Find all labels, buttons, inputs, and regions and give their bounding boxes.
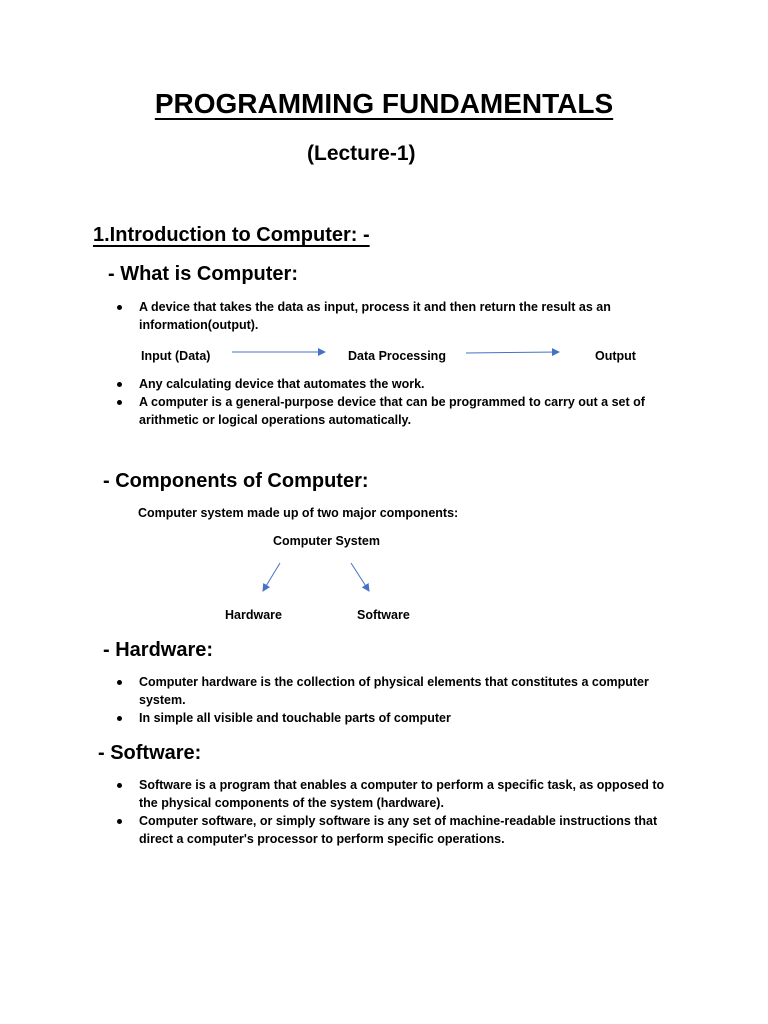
section-heading-introduction: 1.Introduction to Computer: - — [93, 224, 370, 246]
list-item: A computer is a general-purpose device that can be programmed to carry out a set of arithmetic or logical operations automatically. — [110, 393, 670, 429]
list-item: Any calculating device that automates the work. — [110, 375, 670, 393]
list-item: A device that takes the data as input, process it and then return the result as an information(output). — [110, 298, 670, 334]
tree-leaf-hardware: Hardware — [225, 608, 282, 622]
heading-software: - Software: — [98, 742, 202, 764]
lecture-subtitle: (Lecture-1) — [307, 142, 416, 165]
heading-components: - Components of Computer: — [103, 470, 369, 492]
list-item: In simple all visible and touchable parts of computer — [110, 709, 670, 727]
components-intro: Computer system made up of two major components: — [138, 506, 459, 520]
flow-output-label: Output — [595, 349, 636, 363]
tree-arrow-left — [263, 563, 280, 591]
page-title: PROGRAMMING FUNDAMENTALS — [154, 88, 614, 119]
tree-root-computer-system: Computer System — [273, 534, 380, 548]
flow-process-label: Data Processing — [348, 349, 446, 363]
tree-leaf-software: Software — [357, 608, 410, 622]
heading-hardware: - Hardware: — [103, 639, 214, 661]
list-item: Computer software, or simply software is any set of machine-readable instructions that direct a computer's processor to perform specific operations. — [110, 812, 670, 848]
heading-what-is-computer: - What is Computer: — [108, 263, 298, 285]
flow-arrow-2 — [466, 352, 559, 353]
list-item: Software is a program that enables a computer to perform a specific task, as opposed to the physical components of the system (hardware). — [110, 776, 670, 812]
list-item: Computer hardware is the collection of physical elements that constitutes a computer system. — [110, 673, 670, 709]
tree-arrow-right — [351, 563, 369, 591]
flow-input-label: Input (Data) — [141, 349, 211, 363]
